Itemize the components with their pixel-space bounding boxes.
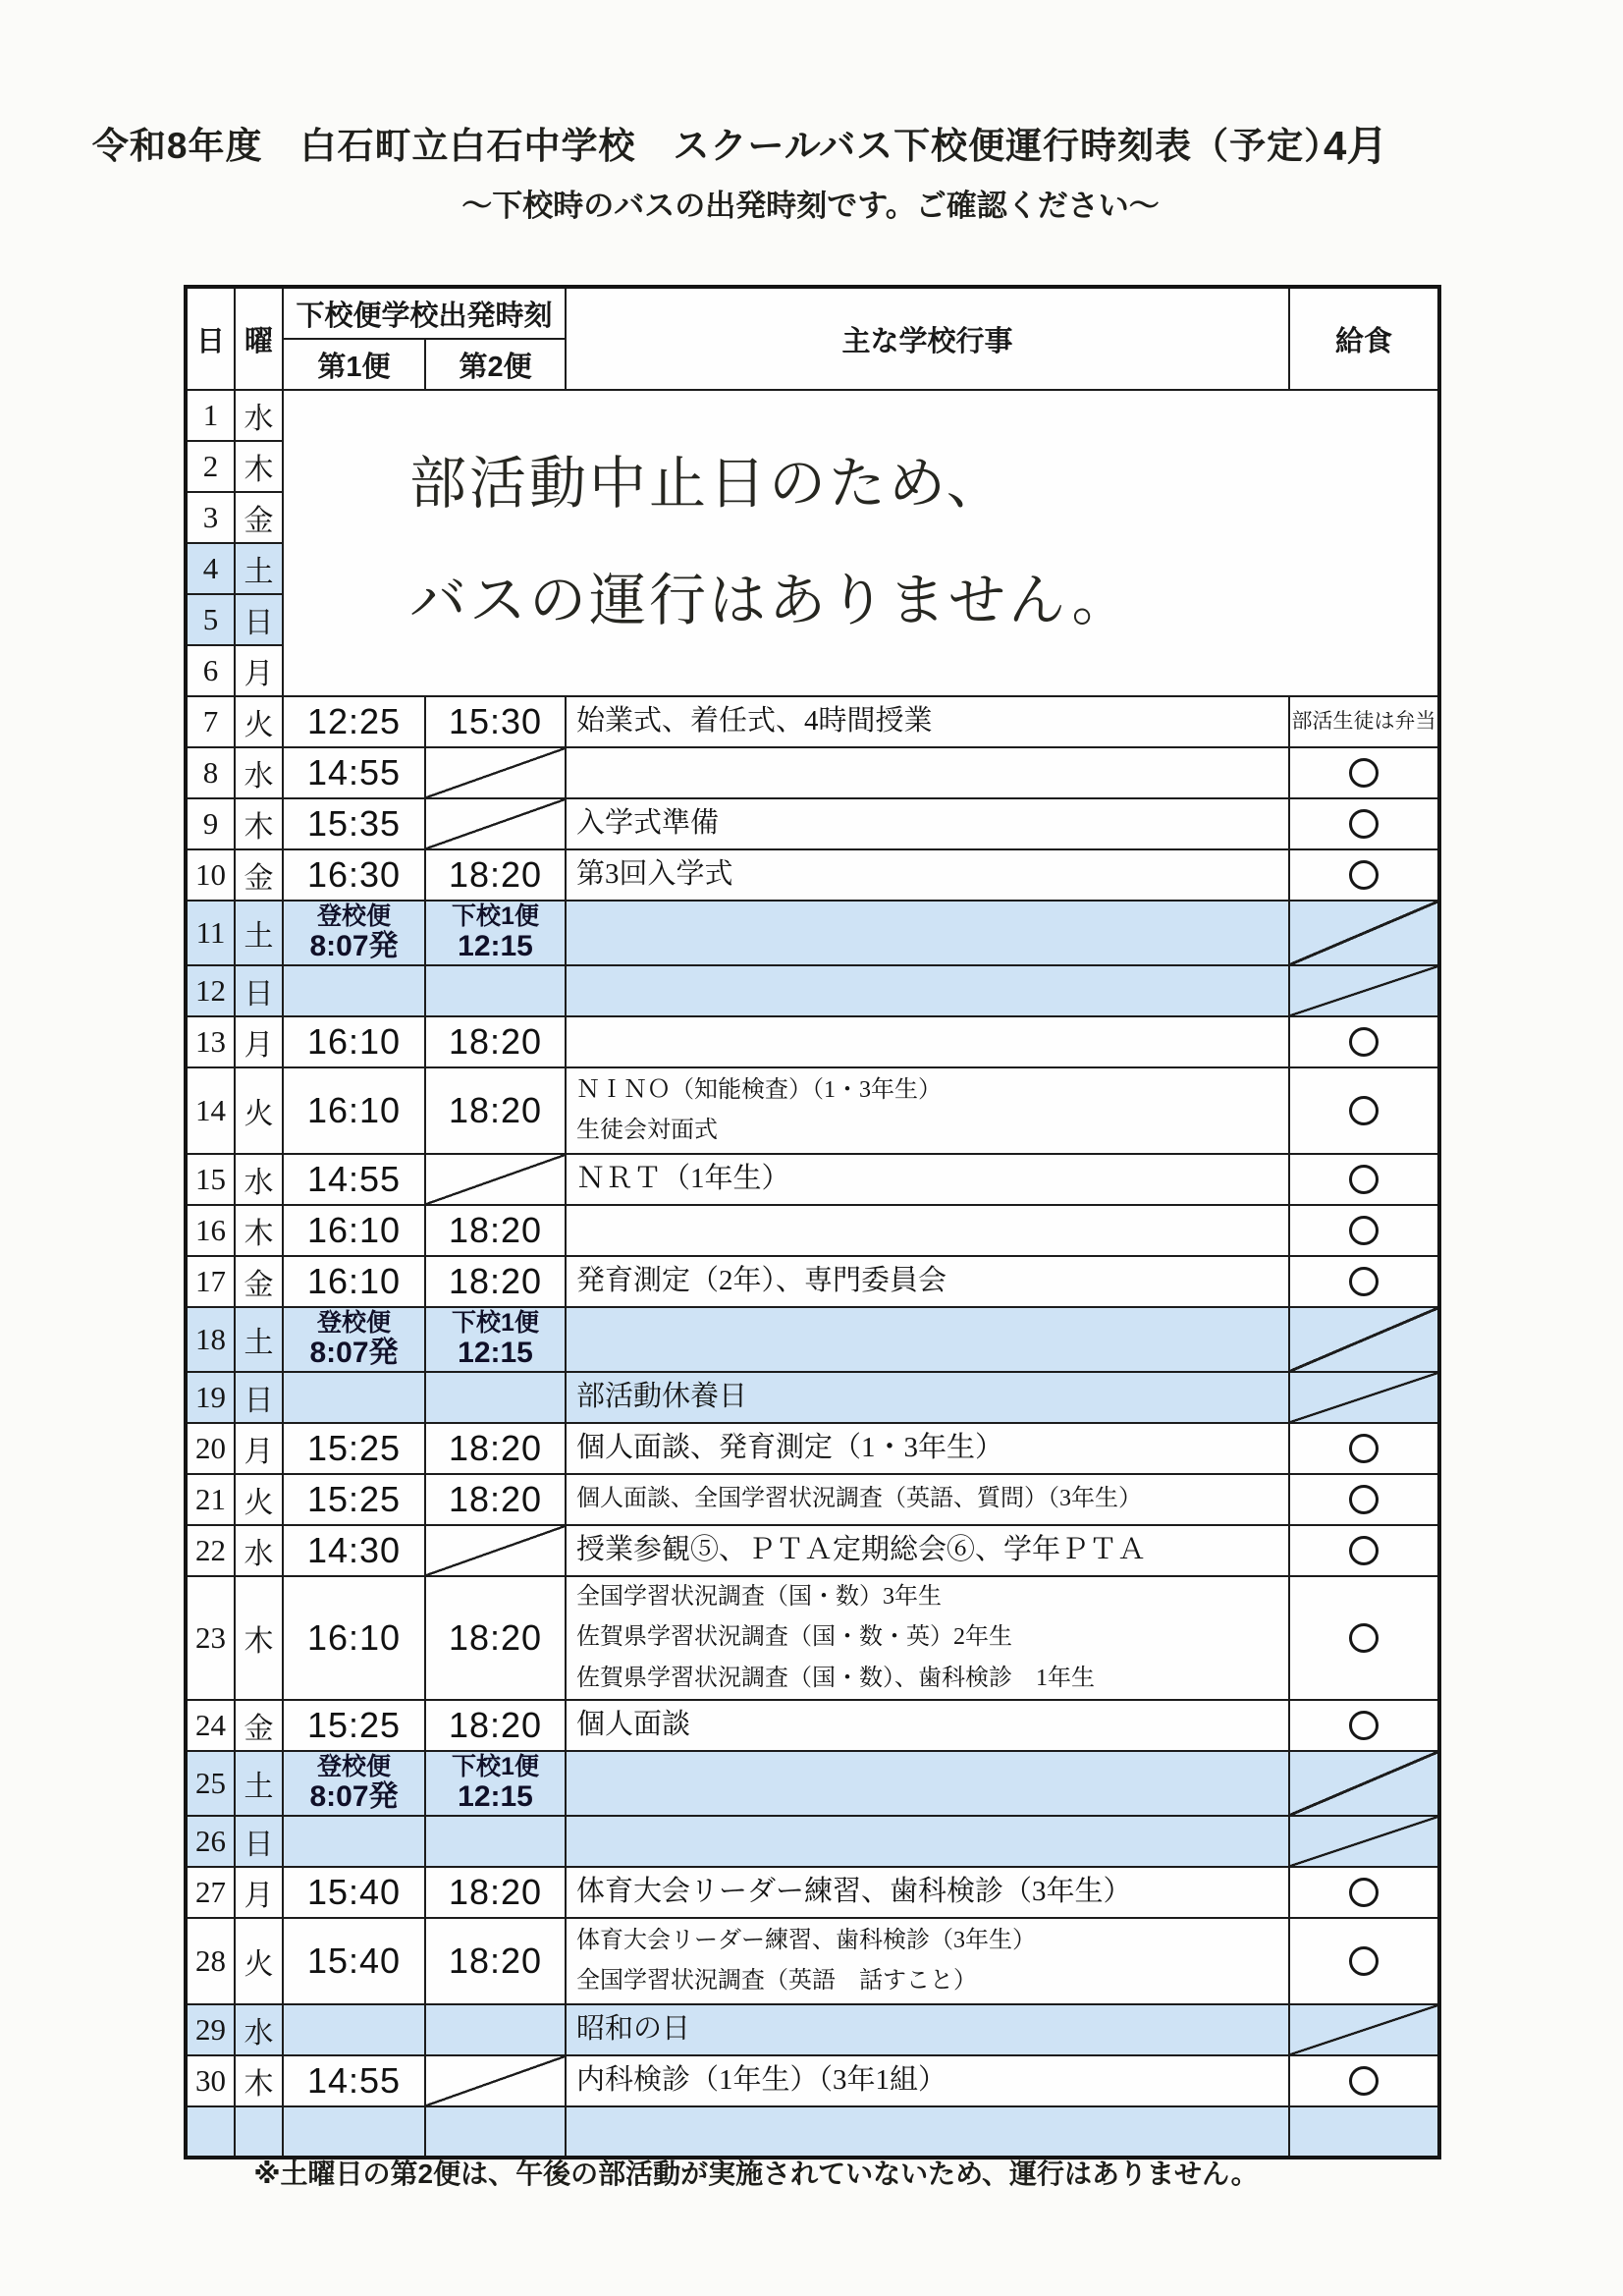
lunch-circle-icon xyxy=(1349,809,1379,839)
event-text: 部活動休養日 xyxy=(576,1381,748,1413)
bus1-cell: 15:40 xyxy=(283,1867,425,1918)
bus1-cell: 14:55 xyxy=(283,1154,425,1205)
event-text: 個人面談 xyxy=(576,1709,691,1741)
event-text: 始業式、着任式、4時間授業 xyxy=(576,705,933,738)
event-text: 全国学習状況調査（国・数）3年生 xyxy=(576,1584,943,1611)
bus1-cell: 16:10 xyxy=(283,1205,425,1256)
events-cell xyxy=(566,849,1289,901)
lunch-circle-icon xyxy=(1349,1096,1379,1125)
lunch-cell xyxy=(1289,1918,1439,2004)
table-row xyxy=(186,1751,1439,1816)
lunch-cell xyxy=(1289,1423,1439,1474)
events-cell xyxy=(566,1016,1289,1067)
bus2-cell xyxy=(425,1307,566,1372)
lunch-cell xyxy=(1289,1751,1439,1816)
bus1-cell: 14:55 xyxy=(283,2055,425,2106)
day-cell: 22 xyxy=(186,1525,235,1576)
bus2-cell: 18:20 xyxy=(425,1474,566,1525)
events-cell xyxy=(566,696,1289,747)
day-cell: 24 xyxy=(186,1700,235,1751)
day-cell: 30 xyxy=(186,2055,235,2106)
day-cell: 9 xyxy=(186,798,235,849)
lunch-cell xyxy=(1289,2055,1439,2106)
bus2-cell: 18:20 xyxy=(425,1576,566,1700)
day-cell: 26 xyxy=(186,1816,235,1867)
bus1-cell xyxy=(283,1751,425,1816)
bus2-cell xyxy=(425,1816,566,1867)
event-text: 授業参観⑤、ＰＴＡ定期総会⑥、学年ＰＴＡ xyxy=(576,1534,1147,1566)
lunch-cell xyxy=(1289,1525,1439,1576)
weekday-cell: 木 xyxy=(235,2055,283,2106)
bus1-cell: 16:10 xyxy=(283,1067,425,1154)
no-service-notice-line: バスの運行はありません。 xyxy=(409,569,1132,632)
day-cell: 11 xyxy=(186,901,235,965)
table-row xyxy=(186,390,1439,441)
day-cell xyxy=(186,2106,235,2158)
lunch-circle-icon xyxy=(1349,1216,1379,1245)
bus-label: 登校便 xyxy=(316,902,391,931)
events-cell xyxy=(566,1867,1289,1918)
events-cell xyxy=(566,1205,1289,1256)
day-cell: 6 xyxy=(186,645,235,696)
lunch-circle-icon xyxy=(1349,1623,1379,1653)
bus2-cell xyxy=(425,1751,566,1816)
month-label: 4月 xyxy=(1324,123,1388,169)
lunch-cell xyxy=(1289,1154,1439,1205)
bus2-cell xyxy=(425,1154,566,1205)
header-day: 日 xyxy=(186,287,235,390)
bus2-cell xyxy=(425,1525,566,1576)
table-row xyxy=(186,965,1439,1016)
weekday-cell: 木 xyxy=(235,441,283,492)
table-row xyxy=(186,747,1439,798)
bus1-cell: 16:10 xyxy=(283,1256,425,1307)
events-cell xyxy=(566,1307,1289,1372)
day-cell: 8 xyxy=(186,747,235,798)
table-row xyxy=(186,2055,1439,2106)
table-row xyxy=(186,1067,1439,1154)
lunch-cell xyxy=(1289,747,1439,798)
events-cell xyxy=(566,1474,1289,1525)
event-text: 昭和の日 xyxy=(576,2013,691,2046)
table-row xyxy=(186,1205,1439,1256)
weekday-cell: 水 xyxy=(235,1154,283,1205)
table-row xyxy=(186,1423,1439,1474)
table-row xyxy=(186,1918,1439,2004)
bus2-cell: 18:20 xyxy=(425,849,566,901)
header-bus1: 第1便 xyxy=(283,339,425,390)
table-row xyxy=(186,1307,1439,1372)
bus1-cell: 15:25 xyxy=(283,1474,425,1525)
table-row xyxy=(186,1474,1439,1525)
weekday-cell: 日 xyxy=(235,1816,283,1867)
weekday-cell: 火 xyxy=(235,1474,283,1525)
table-row xyxy=(186,1816,1439,1867)
bus2-cell: 18:20 xyxy=(425,1205,566,1256)
table-row xyxy=(186,2004,1439,2055)
lunch-cell xyxy=(1289,1016,1439,1067)
bus1-cell: 15:25 xyxy=(283,1700,425,1751)
table-row xyxy=(186,1256,1439,1307)
lunch-cell xyxy=(1289,1205,1439,1256)
bus1-cell xyxy=(283,1372,425,1423)
lunch-cell xyxy=(1289,1372,1439,1423)
events-cell xyxy=(566,1256,1289,1307)
weekday-cell: 土 xyxy=(235,1307,283,1372)
bus2-cell xyxy=(425,2106,566,2158)
lunch-circle-icon xyxy=(1349,1165,1379,1194)
table-row xyxy=(186,798,1439,849)
lunch-circle-icon xyxy=(1349,1485,1379,1514)
event-text: 入学式準備 xyxy=(576,807,720,840)
weekday-cell: 火 xyxy=(235,1918,283,2004)
table-row xyxy=(186,1525,1439,1576)
weekday-cell: 金 xyxy=(235,492,283,543)
lunch-cell xyxy=(1289,1816,1439,1867)
bus-label: 下校1便 xyxy=(452,1309,539,1338)
day-cell: 14 xyxy=(186,1067,235,1154)
bus1-cell: 14:55 xyxy=(283,747,425,798)
bus2-cell: 18:20 xyxy=(425,1067,566,1154)
event-text: 発育測定（2年）、専門委員会 xyxy=(576,1265,947,1297)
events-cell xyxy=(566,1067,1289,1154)
weekday-cell: 日 xyxy=(235,965,283,1016)
bus1-cell: 16:10 xyxy=(283,1576,425,1700)
event-text: ＮＲＴ（1年生） xyxy=(576,1163,790,1195)
lunch-cell xyxy=(1289,1067,1439,1154)
events-cell xyxy=(566,901,1289,965)
lunch-cell xyxy=(1289,1700,1439,1751)
lunch-circle-icon xyxy=(1349,2066,1379,2096)
bus2-cell: 18:20 xyxy=(425,1867,566,1918)
table-row xyxy=(186,1016,1439,1067)
event-text: 生徒会対面式 xyxy=(576,1118,719,1143)
day-cell: 3 xyxy=(186,492,235,543)
day-cell: 23 xyxy=(186,1576,235,1700)
weekday-cell: 水 xyxy=(235,1525,283,1576)
lunch-circle-icon xyxy=(1349,1878,1379,1907)
event-text: 内科検診（1年生）（3年1組） xyxy=(576,2064,947,2097)
weekday-cell: 金 xyxy=(235,849,283,901)
event-text: 第3回入学式 xyxy=(576,858,733,891)
events-cell xyxy=(566,965,1289,1016)
lunch-cell xyxy=(1289,1307,1439,1372)
event-text: 佐賀県学習状況調査（国・数・英）2年生 xyxy=(576,1624,1013,1651)
bus1-cell xyxy=(283,1307,425,1372)
bus-label: 下校1便 xyxy=(452,902,539,931)
day-cell: 20 xyxy=(186,1423,235,1474)
bus2-cell: 18:20 xyxy=(425,1700,566,1751)
event-text: 個人面談、全国学習状況調査（英語、質問）（3年生） xyxy=(576,1486,1143,1512)
weekday-cell: 月 xyxy=(235,645,283,696)
lunch-cell xyxy=(1289,1576,1439,1700)
bus1-cell: 15:25 xyxy=(283,1423,425,1474)
weekday-cell: 月 xyxy=(235,1423,283,1474)
bus2-cell xyxy=(425,965,566,1016)
lunch-cell xyxy=(1289,696,1439,747)
bus-time: 8:07発 xyxy=(309,930,399,963)
day-cell: 16 xyxy=(186,1205,235,1256)
weekday-cell: 月 xyxy=(235,1867,283,1918)
bus1-cell: 16:30 xyxy=(283,849,425,901)
day-cell: 18 xyxy=(186,1307,235,1372)
table-row xyxy=(186,1867,1439,1918)
events-cell xyxy=(566,2004,1289,2055)
bus2-cell xyxy=(425,2004,566,2055)
table-row xyxy=(186,901,1439,965)
bus2-cell: 18:20 xyxy=(425,1016,566,1067)
bus2-cell: 18:20 xyxy=(425,1256,566,1307)
header-weekday: 曜 xyxy=(235,287,283,390)
events-cell xyxy=(566,1525,1289,1576)
bus1-cell xyxy=(283,2004,425,2055)
lunch-cell xyxy=(1289,901,1439,965)
no-service-notice-line: 部活動中止日のため、 xyxy=(409,452,1006,517)
weekday-cell: 木 xyxy=(235,798,283,849)
bus-time: 12:15 xyxy=(458,1337,533,1370)
day-cell: 4 xyxy=(186,543,235,594)
event-text: 体育大会リーダー練習、歯科検診（3年生） xyxy=(576,1876,1132,1908)
weekday-cell: 木 xyxy=(235,1576,283,1700)
lunch-circle-icon xyxy=(1349,860,1379,890)
lunch-cell xyxy=(1289,2004,1439,2055)
events-cell xyxy=(566,798,1289,849)
lunch-circle-icon xyxy=(1349,1946,1379,1976)
no-service-notice xyxy=(283,390,1439,696)
bus1-cell: 15:40 xyxy=(283,1918,425,2004)
header-events: 主な学校行事 xyxy=(566,287,1289,390)
table-row xyxy=(186,696,1439,747)
weekday-cell: 木 xyxy=(235,1205,283,1256)
lunch-cell xyxy=(1289,1867,1439,1918)
bus-time: 12:15 xyxy=(458,930,533,963)
footnote: ※土曜日の第2便は、午後の部活動が実施されていないため、運行はありません。 xyxy=(253,2159,1259,2189)
weekday-cell: 月 xyxy=(235,1016,283,1067)
header-departure: 下校便学校出発時刻 xyxy=(283,287,566,339)
subtitle: ～下校時のバスの出発時刻です。ご確認ください～ xyxy=(461,189,1160,223)
bus2-cell xyxy=(425,747,566,798)
bus1-cell: 14:30 xyxy=(283,1525,425,1576)
bus-label: 登校便 xyxy=(316,1753,391,1781)
weekday-cell: 火 xyxy=(235,1067,283,1154)
lunch-circle-icon xyxy=(1349,1536,1379,1565)
weekday-cell: 日 xyxy=(235,1372,283,1423)
day-cell: 13 xyxy=(186,1016,235,1067)
day-cell: 10 xyxy=(186,849,235,901)
bus1-cell: 16:10 xyxy=(283,1016,425,1067)
day-cell: 21 xyxy=(186,1474,235,1525)
lunch-circle-icon xyxy=(1349,1434,1379,1463)
events-cell xyxy=(566,1372,1289,1423)
lunch-cell xyxy=(1289,965,1439,1016)
day-cell: 28 xyxy=(186,1918,235,2004)
day-cell: 17 xyxy=(186,1256,235,1307)
day-cell: 19 xyxy=(186,1372,235,1423)
bus2-cell: 18:20 xyxy=(425,1423,566,1474)
weekday-cell: 水 xyxy=(235,390,283,441)
lunch-cell xyxy=(1289,798,1439,849)
bus1-cell: 15:35 xyxy=(283,798,425,849)
weekday-cell xyxy=(235,2106,283,2158)
lunch-cell xyxy=(1289,2106,1439,2158)
weekday-cell: 火 xyxy=(235,696,283,747)
weekday-cell: 土 xyxy=(235,543,283,594)
events-cell xyxy=(566,2055,1289,2106)
lunch-cell xyxy=(1289,849,1439,901)
lunch-circle-icon xyxy=(1349,1711,1379,1740)
lunch-circle-icon xyxy=(1349,1027,1379,1057)
events-cell xyxy=(566,1918,1289,2004)
weekday-cell: 水 xyxy=(235,2004,283,2055)
weekday-cell: 土 xyxy=(235,1751,283,1816)
table-row xyxy=(186,1154,1439,1205)
bus-time: 8:07発 xyxy=(309,1337,399,1370)
bus2-cell xyxy=(425,901,566,965)
bus2-cell xyxy=(425,1372,566,1423)
weekday-cell: 水 xyxy=(235,747,283,798)
day-cell: 2 xyxy=(186,441,235,492)
table-header xyxy=(186,287,1439,390)
lunch-note: 部活生徒は弁当 xyxy=(1291,709,1436,734)
day-cell: 5 xyxy=(186,594,235,645)
bus-timetable xyxy=(184,285,1441,2159)
day-cell: 25 xyxy=(186,1751,235,1816)
lunch-circle-icon xyxy=(1349,758,1379,788)
table-row xyxy=(186,1700,1439,1751)
bus2-cell xyxy=(425,798,566,849)
bus-label: 下校1便 xyxy=(452,1753,539,1781)
bus2-cell: 15:30 xyxy=(425,696,566,747)
bus2-cell xyxy=(425,2055,566,2106)
header-lunch: 給食 xyxy=(1289,287,1439,390)
event-text: 体育大会リーダー練習、歯科検診（3年生） xyxy=(576,1927,1037,1953)
events-cell xyxy=(566,1423,1289,1474)
event-text: 全国学習状況調査（英語 話すこと） xyxy=(576,1968,978,1994)
table-body xyxy=(186,390,1439,2158)
bus1-cell xyxy=(283,901,425,965)
bus1-cell xyxy=(283,1816,425,1867)
events-cell xyxy=(566,1154,1289,1205)
header-bus2: 第2便 xyxy=(425,339,566,390)
day-cell: 12 xyxy=(186,965,235,1016)
events-cell xyxy=(566,1700,1289,1751)
day-cell: 27 xyxy=(186,1867,235,1918)
bus-time: 8:07発 xyxy=(309,1780,399,1814)
bus-time: 12:15 xyxy=(458,1780,533,1814)
event-text: 個人面談、発育測定（1・3年生） xyxy=(576,1432,1004,1464)
bus2-cell: 18:20 xyxy=(425,1918,566,2004)
weekday-cell: 金 xyxy=(235,1700,283,1751)
weekday-cell: 土 xyxy=(235,901,283,965)
weekday-cell: 日 xyxy=(235,594,283,645)
day-cell: 7 xyxy=(186,696,235,747)
bus1-cell xyxy=(283,2106,425,2158)
lunch-cell xyxy=(1289,1256,1439,1307)
day-cell: 15 xyxy=(186,1154,235,1205)
table-row xyxy=(186,2106,1439,2158)
lunch-circle-icon xyxy=(1349,1267,1379,1296)
events-cell xyxy=(566,2106,1289,2158)
events-cell xyxy=(566,747,1289,798)
table-row xyxy=(186,1576,1439,1700)
table-row xyxy=(186,849,1439,901)
page-title: 令和8年度 白石町立白石中学校 スクールバス下校便運行時刻表（予定） xyxy=(91,126,1342,166)
bus-label: 登校便 xyxy=(316,1309,391,1338)
day-cell: 29 xyxy=(186,2004,235,2055)
events-cell xyxy=(566,1576,1289,1700)
bus1-cell: 12:25 xyxy=(283,696,425,747)
event-text: ＮＩＮＯ（知能検査）（1・3年生） xyxy=(576,1076,943,1103)
weekday-cell: 金 xyxy=(235,1256,283,1307)
events-cell xyxy=(566,1751,1289,1816)
event-text: 佐賀県学習状況調査（国・数）、歯科検診 1年生 xyxy=(576,1665,1096,1691)
table-row xyxy=(186,1372,1439,1423)
lunch-cell xyxy=(1289,1474,1439,1525)
day-cell: 1 xyxy=(186,390,235,441)
events-cell xyxy=(566,1816,1289,1867)
bus1-cell xyxy=(283,965,425,1016)
